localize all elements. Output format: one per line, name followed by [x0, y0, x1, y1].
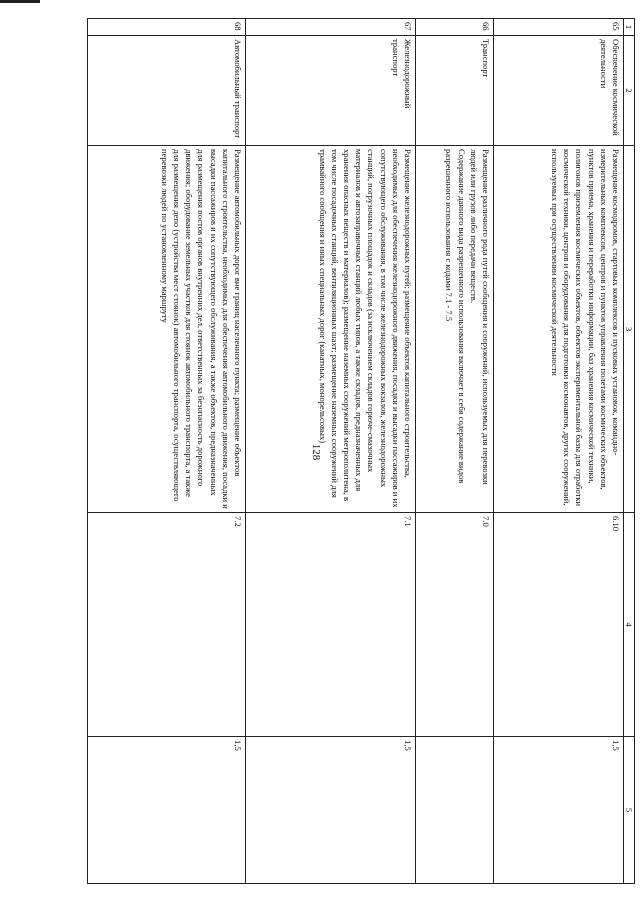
description-paragraph: Размещение космодромов, стартовых комплексов и пусковых установок, командно-измерительных комплексов, центров и пунктов управления полетами космических объектов, пунктов приема, хранения и переработки информации, баз хранения космической техники, полигонов приземления космических объектов, объектов экспериментальной базы для отработки космической техники, центров и оборудования для подготовки космонавтов, других сооружений, используемых при осуществлении космической деятельности — [549, 149, 621, 507]
use-description — [246, 146, 416, 513]
use-value: 1,5 — [494, 737, 624, 884]
header-col-4: 4 — [624, 513, 635, 737]
row-number: 66 — [416, 19, 494, 36]
table-row — [494, 19, 624, 884]
land-use-table — [87, 18, 635, 884]
header-row — [624, 19, 635, 884]
row-number: 67 — [246, 19, 416, 36]
use-value — [416, 737, 494, 884]
use-description — [494, 146, 624, 513]
description-paragraph: Размещение железнодорожных путей; размещение объектов капитального строительства, необходимых для обеспечения железнодорожного движения, посадки и высадки пассажиров и их сопутствующего обслуживания, в том числе железнодорожных вокзалов, железнодорожных станций, погрузочных площадок и складов (за исключением складов горюче-смазочных материалов и автозаправочных станций любых типов, а также складов, предназначенных для хранения опасных веществ и материалов); размещение наземных сооружений метрополитена, в том числе посадочных станций, вентиляционных шахт; размещение наземных сооружений для трамвайного сообщения и иных специальных дорог (канатных, монорельсовых) — [317, 149, 413, 508]
table-row — [88, 19, 246, 884]
description-paragraph: Содержание данного вида разрешенного использования включает в себя содержание видов разрешенного использования с кодами 7.1 - 7.5 — [444, 149, 467, 484]
use-code: 7.1 — [246, 513, 416, 737]
use-code: 6.10 — [494, 513, 624, 737]
use-description — [88, 146, 246, 513]
header-col-3: 3 — [624, 146, 635, 513]
use-description — [416, 146, 494, 513]
scan-mark — [0, 0, 40, 3]
use-name: Транспорт — [416, 36, 494, 146]
rotated-table-wrapper — [87, 18, 635, 884]
description-paragraph: Размещение различного рода путей сообщения и сооружений, используемых для перевозки людей или грузов либо передачи веществ. — [468, 149, 491, 485]
use-name: Обеспечение космической деятельности — [494, 36, 624, 146]
header-col-1: 1 — [624, 19, 635, 36]
page-number: 128 — [310, 443, 322, 461]
use-name: Железнодорожный транспорт — [246, 36, 416, 146]
header-col-2: 2 — [624, 36, 635, 146]
use-code: 7.0 — [416, 513, 494, 737]
table-row — [416, 19, 494, 884]
row-number: 68 — [88, 19, 246, 36]
description-paragraph: Размещение автомобильных дорог вне границ населенного пункта; размещение объектов капитального строительства, необходимых для обеспечения автомобильного движения, посадки и высадки пассажиров и их сопутствующего обслуживания, а также объектов, предназначенных для размещения постов органов внутренних дел, ответственных за безопасность дорожного движения; оборудование земельных участков для стоянок автомобильного транспорта, а также для размещения депо (устройства мест стоянок) автомобильного транспорта, осуществляющего перевозки людей по установленному маршруту — [159, 149, 243, 509]
header-col-5: 5 — [624, 737, 635, 884]
use-value: 1,5 — [88, 737, 246, 884]
row-number: 65 — [494, 19, 624, 36]
use-name: Автомобильный транспорт — [88, 36, 246, 146]
table-row — [246, 19, 416, 884]
use-value: 1,5 — [246, 737, 416, 884]
use-code: 7.2 — [88, 513, 246, 737]
